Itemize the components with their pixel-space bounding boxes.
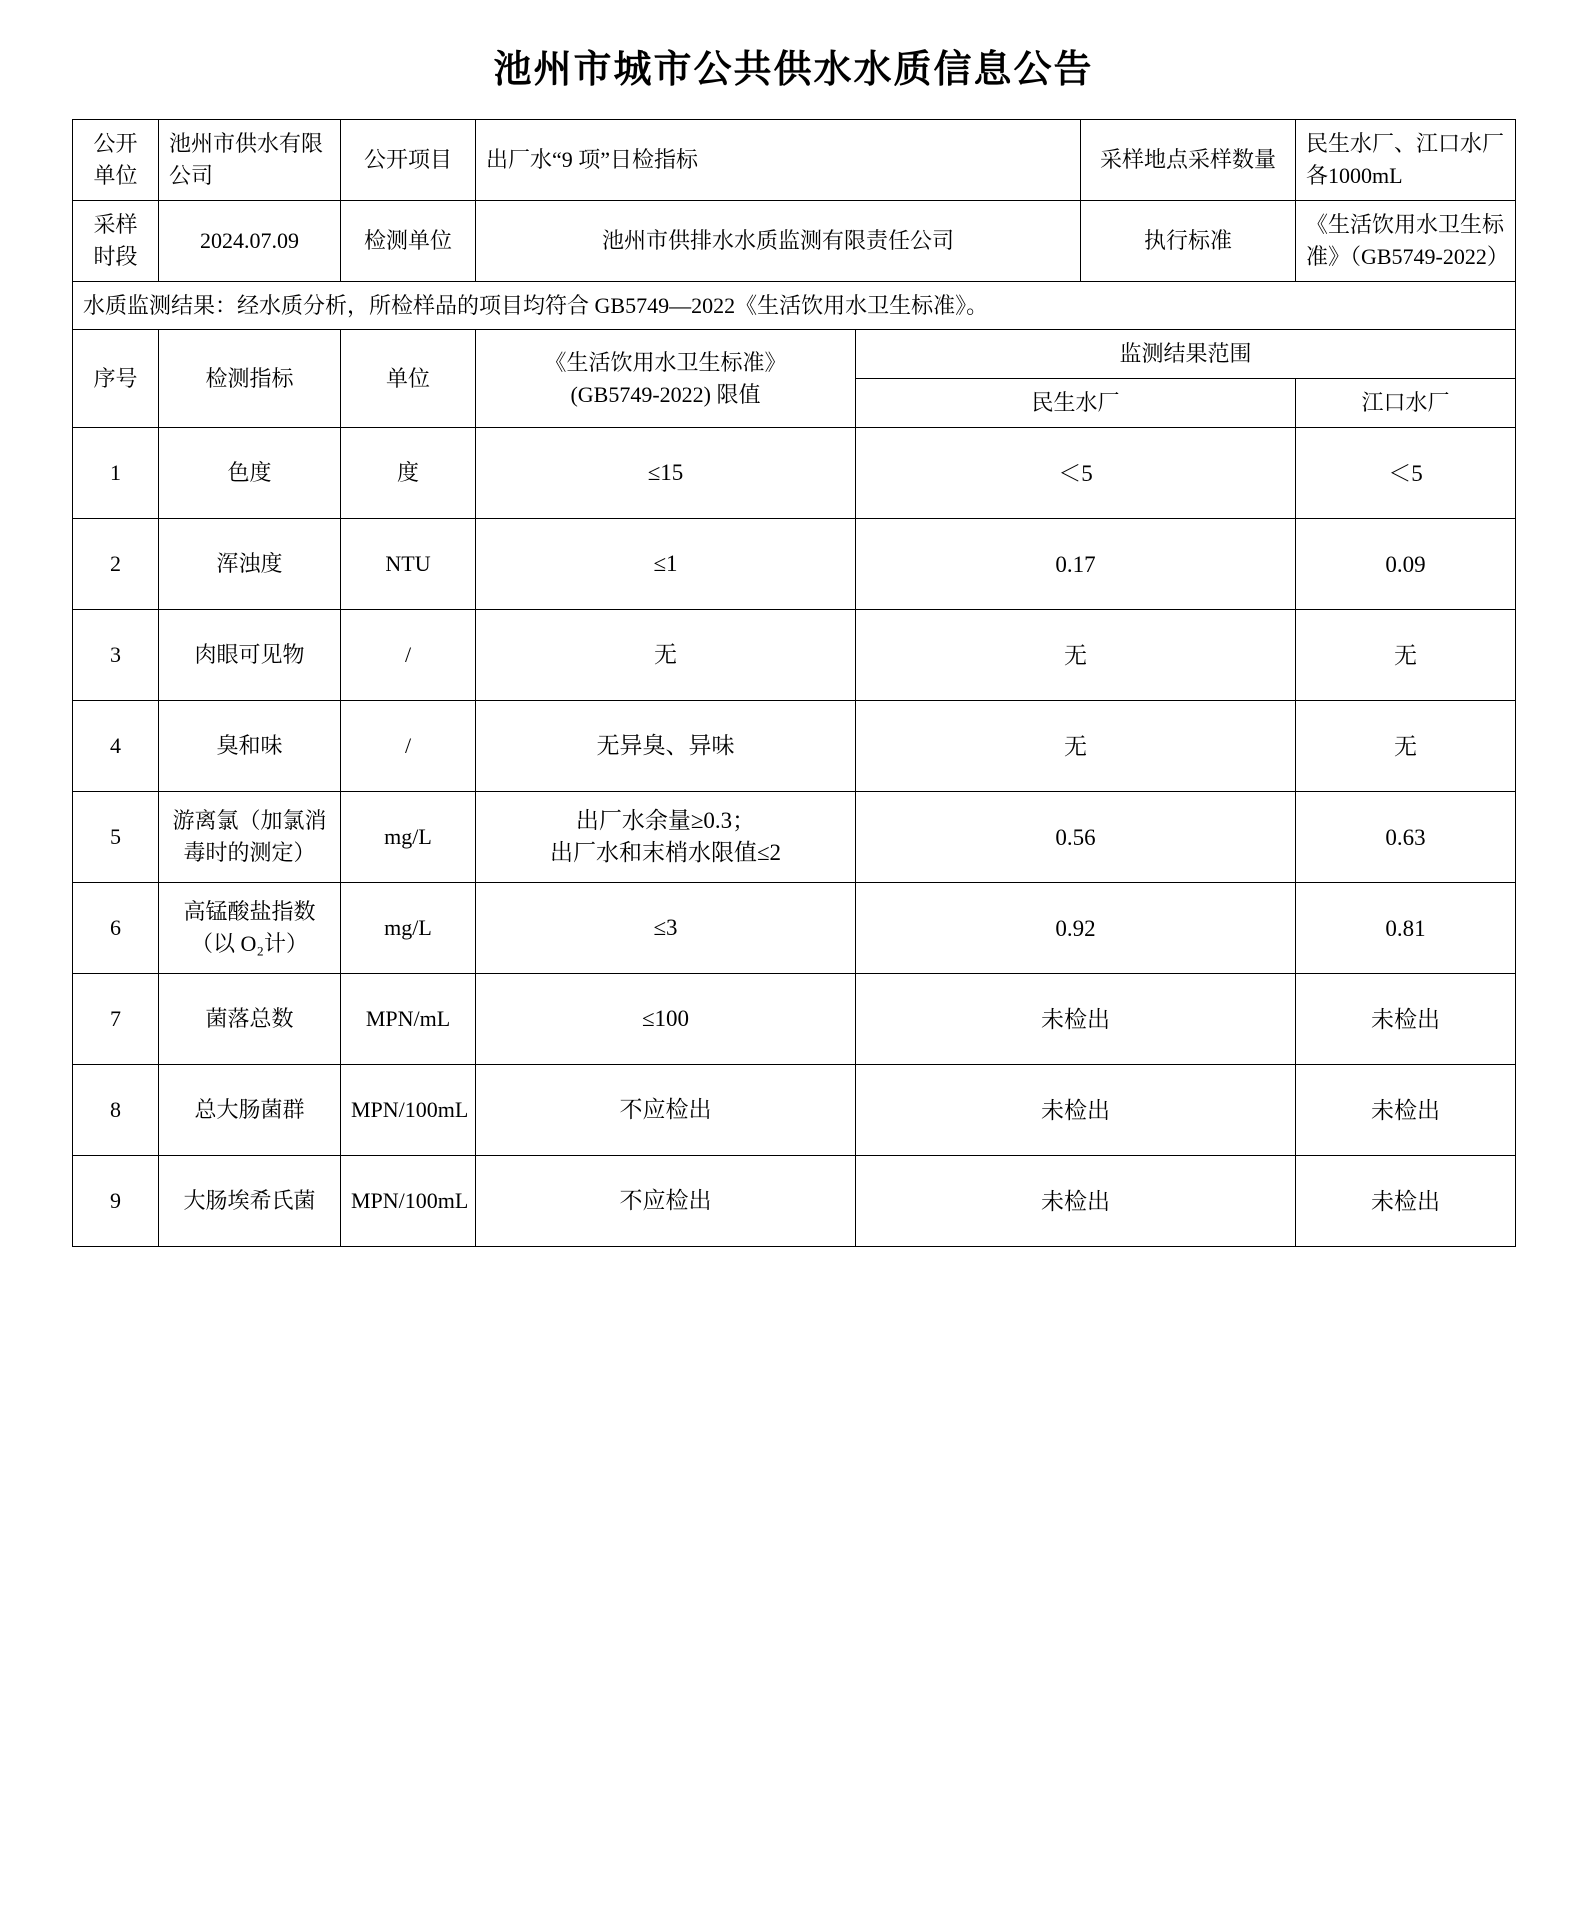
cell-indicator: 浑浊度 (159, 519, 341, 610)
cell-plant2: 未检出 (1296, 1156, 1516, 1247)
header-unit: 单位 (341, 330, 476, 428)
info-row-1 (73, 120, 1516, 201)
cell-plant2: 0.63 (1296, 792, 1516, 883)
cell-limit: ≤15 (476, 428, 856, 519)
cell-plant1: 无 (856, 701, 1296, 792)
cell-unit: mg/L (341, 883, 476, 974)
table-row (73, 519, 1516, 610)
project-value: 出厂水“9 项”日检指标 (476, 120, 1081, 201)
cell-indicator: 总大肠菌群 (159, 1065, 341, 1156)
cell-indicator: 菌落总数 (159, 974, 341, 1065)
cell-limit: 出厂水余量≥0.3； 出厂水和末梢水限值≤2 (476, 792, 856, 883)
header-index: 序号 (73, 330, 159, 428)
sampling-location-value: 民生水厂、江口水厂各1000mL (1296, 120, 1516, 201)
cell-plant2: 无 (1296, 610, 1516, 701)
sampling-location-label: 采样地点采样数量 (1081, 120, 1296, 201)
table-row (73, 792, 1516, 883)
cell-indicator: 色度 (159, 428, 341, 519)
table-row (73, 610, 1516, 701)
result-statement-row (73, 281, 1516, 330)
cell-plant2: 0.09 (1296, 519, 1516, 610)
header-plant-2: 江口水厂 (1296, 379, 1516, 428)
table-header-row-1 (73, 330, 1516, 379)
cell-plant1: 未检出 (856, 1156, 1296, 1247)
cell-plant1: ＜5 (856, 428, 1296, 519)
cell-plant1: 0.56 (856, 792, 1296, 883)
cell-indicator: 臭和味 (159, 701, 341, 792)
header-limit-line1: 《生活饮用水卫生标准》 (544, 349, 787, 375)
cell-plant2: 未检出 (1296, 974, 1516, 1065)
table-row (73, 1156, 1516, 1247)
standard-label: 执行标准 (1081, 200, 1296, 281)
testing-unit-label: 检测单位 (341, 200, 476, 281)
header-limit (476, 330, 856, 428)
table-row (73, 428, 1516, 519)
standard-value: 《生活饮用水卫生标准》（GB5749-2022） (1296, 200, 1516, 281)
cell-indicator: 肉眼可见物 (159, 610, 341, 701)
cell-unit: / (341, 610, 476, 701)
cell-unit: NTU (341, 519, 476, 610)
cell-limit: ≤1 (476, 519, 856, 610)
cell-plant2: ＜5 (1296, 428, 1516, 519)
table-row (73, 974, 1516, 1065)
table-row (73, 883, 1516, 974)
cell-plant2: 未检出 (1296, 1065, 1516, 1156)
cell-plant1: 无 (856, 610, 1296, 701)
cell-plant1: 未检出 (856, 1065, 1296, 1156)
cell-unit: 度 (341, 428, 476, 519)
cell-plant2: 0.81 (1296, 883, 1516, 974)
cell-indicator: 高锰酸盐指数（以 O₂计） (159, 883, 341, 974)
publisher-value: 池州市供水有限公司 (159, 120, 341, 201)
header-indicator: 检测指标 (159, 330, 341, 428)
cell-index: 6 (73, 883, 159, 974)
cell-limit: 无异臭、异味 (476, 701, 856, 792)
cell-index: 9 (73, 1156, 159, 1247)
table-row (73, 1065, 1516, 1156)
header-limit-line2: (GB5749-2022) 限值 (570, 381, 761, 407)
sampling-period-value: 2024.07.09 (159, 200, 341, 281)
cell-plant2: 无 (1296, 701, 1516, 792)
cell-limit: 不应检出 (476, 1065, 856, 1156)
cell-plant1: 0.92 (856, 883, 1296, 974)
cell-index: 1 (73, 428, 159, 519)
info-row-2 (73, 200, 1516, 281)
cell-plant1: 0.17 (856, 519, 1296, 610)
sampling-period-label: 采样时段 (73, 200, 159, 281)
cell-limit: 无 (476, 610, 856, 701)
publisher-label: 公开单位 (73, 120, 159, 201)
result-statement: 水质监测结果：经水质分析，所检样品的项目均符合 GB5749—2022《生活饮用水卫生标准》。 (73, 281, 1516, 330)
cell-indicator: 游离氯（加氯消毒时的测定） (159, 792, 341, 883)
cell-limit: ≤100 (476, 974, 856, 1065)
testing-unit-value: 池州市供排水水质监测有限责任公司 (476, 200, 1081, 281)
cell-unit: MPN/100mL (341, 1156, 476, 1247)
page-title: 池州市城市公共供水水质信息公告 (493, 49, 1094, 91)
water-quality-report-table (72, 119, 1516, 1247)
cell-index: 8 (73, 1065, 159, 1156)
project-label: 公开项目 (341, 120, 476, 201)
cell-indicator: 大肠埃希氏菌 (159, 1156, 341, 1247)
cell-index: 3 (73, 610, 159, 701)
cell-index: 4 (73, 701, 159, 792)
cell-index: 2 (73, 519, 159, 610)
header-plant-1: 民生水厂 (856, 379, 1296, 428)
cell-plant1: 未检出 (856, 974, 1296, 1065)
header-range-group: 监测结果范围 (856, 330, 1516, 379)
cell-limit: 不应检出 (476, 1156, 856, 1247)
cell-index: 5 (73, 792, 159, 883)
cell-unit: MPN/mL (341, 974, 476, 1065)
cell-unit: MPN/100mL (341, 1065, 476, 1156)
cell-index: 7 (73, 974, 159, 1065)
cell-unit: / (341, 701, 476, 792)
cell-unit: mg/L (341, 792, 476, 883)
table-row (73, 701, 1516, 792)
cell-limit: ≤3 (476, 883, 856, 974)
